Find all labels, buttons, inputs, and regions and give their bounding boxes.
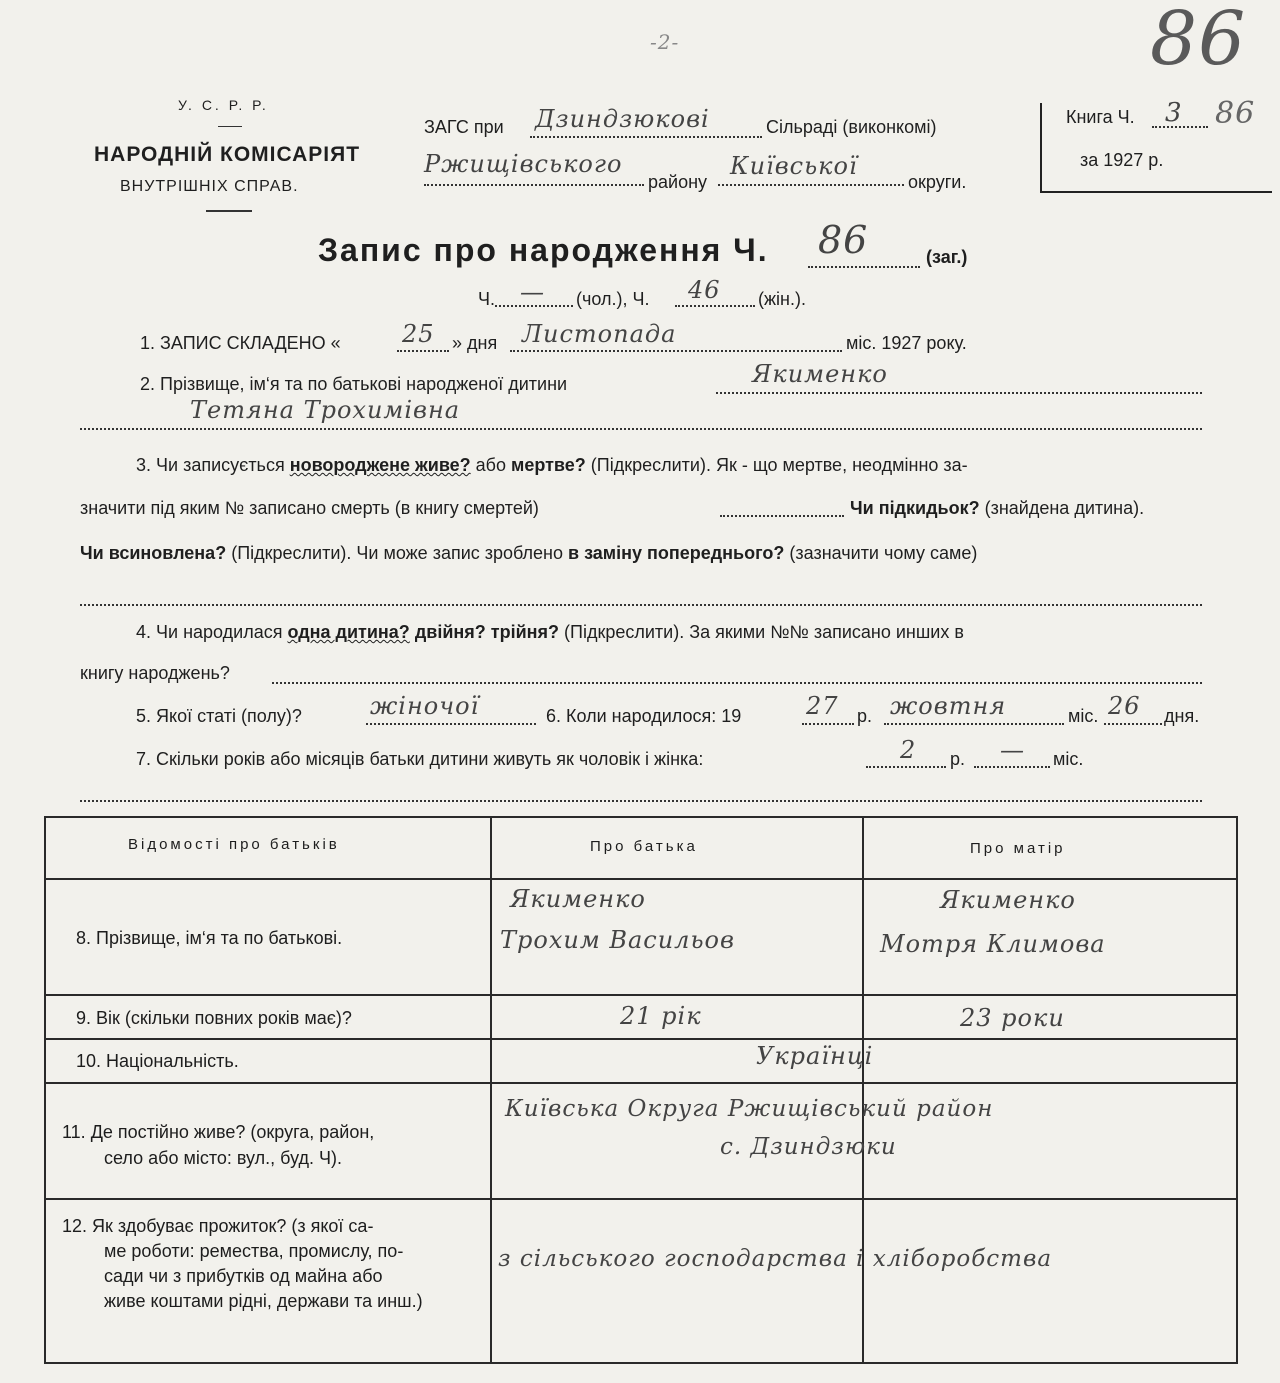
female-count: 46 [688, 276, 721, 304]
item3-line-2: значити під яким № записано смерть (в книгу смертей) [80, 498, 539, 518]
row8-label: 8. Прізвище, ім‘я та по батькові. [76, 928, 343, 948]
district-label: району [648, 172, 708, 192]
item7-months-line [974, 766, 1050, 768]
birth-month: жовтня [890, 692, 1007, 720]
row12-label-2: ме роботи: ремества, промислу, по- [104, 1241, 404, 1261]
item1-month-line [510, 350, 842, 352]
item1-day-line [397, 350, 449, 352]
item6-month-line [884, 723, 1064, 725]
row10-rule [44, 1082, 1238, 1084]
zags-prefix: ЗАГС при [424, 117, 504, 137]
item7-line-2 [80, 800, 1202, 802]
row9-rule [44, 1038, 1238, 1040]
item1-mid: » дня [452, 333, 498, 353]
row9-label: 9. Вік (скільки повних років має)? [76, 1008, 352, 1028]
item3-adopted: Чи всиновлена? [80, 543, 227, 563]
document-title: Запис про народження Ч. [318, 232, 769, 268]
item3-foundling-q: Чи підкидьок? [850, 498, 980, 518]
header-rule-1 [218, 126, 242, 127]
header-rule-2 [206, 210, 252, 212]
item2-label: 2. Прізвище, ім‘я та по батькові народженої дитини [140, 374, 568, 394]
mother-age: 23 роки [960, 1004, 1065, 1032]
row8-rule [44, 994, 1238, 996]
row11-label-1: 11. Де постійно живе? (округа, район, [62, 1122, 375, 1142]
item1-end: міс. 1927 року. [846, 333, 967, 353]
nationality: Українці [756, 1042, 874, 1070]
table-left-border [44, 816, 46, 1364]
marriage-months: — [1000, 736, 1025, 764]
table-col-divider-1 [490, 816, 492, 1364]
item6-month-suffix: міс. [1068, 706, 1099, 726]
col-header-father: Про батька [590, 838, 698, 855]
child-surname: Якименко [752, 360, 888, 388]
col-header-parents: Відомості про батьків [128, 836, 340, 853]
item1-day: 25 [402, 320, 435, 348]
zags-village: Дзиндзюкові [535, 105, 710, 133]
zags-suffix: Сільраді (виконкомі) [766, 117, 937, 137]
child-name: Тетяна Трохимівна [190, 396, 461, 424]
item6-day-suffix: дня. [1164, 706, 1200, 726]
ussr-label: У. С. Р. Р. [178, 97, 269, 113]
item7-years-suffix: р. [950, 749, 966, 769]
district-name: Ржищівського [424, 150, 623, 178]
table-col-divider-2 [862, 816, 864, 1364]
item3-death-line [720, 515, 844, 517]
book-number: 3 [1165, 98, 1183, 128]
table-bottom-border [44, 1362, 1238, 1364]
item6-year-line [802, 723, 854, 725]
corner-number: 86 [1150, 0, 1247, 82]
livelihood: з сільського господарства і хліборобства [498, 1246, 1053, 1272]
item3-foundling-note: (знайдена дитина). [984, 498, 1145, 518]
item3-dead: мертве? [511, 455, 586, 475]
item2-line-2 [80, 428, 1202, 430]
title-number-line [808, 266, 920, 268]
mother-surname: Якименко [940, 886, 1076, 914]
item7-months-suffix: міс. [1053, 749, 1084, 769]
row12-label-3: сади чи з прибутків од майна або [104, 1266, 383, 1286]
item4-triplets: трійня? [490, 622, 560, 642]
okrug-name: Київської [730, 152, 858, 180]
father-age: 21 рік [620, 1002, 702, 1030]
item4-one: одна дитина? [287, 622, 410, 642]
item3-replace: в заміну попереднього? [568, 543, 785, 563]
item4-line-2: книгу народжень? [80, 663, 230, 683]
male-count: — [520, 278, 545, 306]
department-name: ВНУТРІШНІХ СПРАВ. [120, 178, 299, 195]
item5-label: 5. Якої статі (полу)? [136, 706, 302, 726]
item3-line-3 [80, 543, 977, 564]
marriage-years: 2 [900, 736, 917, 764]
item4-answer-line [272, 682, 1202, 684]
item3-live: новороджене живе? [289, 455, 471, 475]
birth-day: 26 [1108, 692, 1141, 720]
item3-note: (Підкреслити). Як - що мертве, неодмінно за- [590, 455, 968, 475]
item2-line-1 [716, 392, 1202, 394]
female-line [675, 305, 755, 307]
row11-label-2: село або місто: вул., буд. Ч). [104, 1148, 342, 1168]
table-header-rule [44, 878, 1238, 880]
title-suffix: (заг.) [926, 247, 968, 267]
item4-line-1 [136, 622, 964, 643]
item6-label: 6. Коли народилося: 19 [546, 706, 742, 726]
item6-day-line [1104, 723, 1162, 725]
table-right-border [1236, 816, 1238, 1364]
okrug-line [718, 184, 904, 186]
father-name: Трохим Васильов [500, 926, 735, 954]
row12-label-4: живе коштами рідні, держави та инш.) [104, 1291, 423, 1311]
father-surname: Якименко [510, 885, 646, 913]
book-label: Книга Ч. [1066, 107, 1135, 127]
item5-line [366, 723, 536, 725]
item3-line-1 [136, 455, 968, 476]
item3-intro: 3. Чи записується [136, 455, 285, 475]
birth-year: 27 [806, 692, 839, 720]
residence-2: с. Дзиндзюки [720, 1134, 897, 1160]
item4-note: (Підкреслити). За якими №№ записано инших в [564, 622, 964, 642]
item3-record: (Підкреслити). Чи може запис зроблено [231, 543, 563, 563]
okrug-label: округи. [908, 172, 967, 192]
mother-name: Мотря Климова [880, 930, 1106, 958]
row12-label-1: 12. Як здобуває прожиток? (з якої са- [62, 1216, 374, 1236]
item7-years-line [866, 766, 946, 768]
title-number: 86 [818, 218, 869, 262]
book-number-extra: 86 [1215, 96, 1256, 131]
child-sex: жіночої [370, 692, 480, 720]
item1-month: Листопада [522, 320, 677, 348]
item4-intro: 4. Чи народилася [136, 622, 283, 642]
ministry-name: НАРОДНІЙ КОМІСАРІЯТ [94, 143, 361, 166]
item1-label: 1. ЗАПИС СКЛАДЕНО « [140, 333, 341, 353]
item3-or: або [475, 455, 507, 475]
row10-label: 10. Національність. [76, 1051, 239, 1071]
district-line [424, 184, 644, 186]
zags-line [530, 136, 762, 138]
book-year: за 1927 р. [1080, 150, 1164, 170]
col-header-mother: Про матір [970, 840, 1066, 857]
item3-line-4 [80, 604, 1202, 606]
male-label: (чол.), Ч. [576, 289, 650, 309]
female-label: (жін.). [758, 289, 806, 309]
residence-1: Київська Округа Ржищівський район [505, 1096, 994, 1122]
item3-why: (зазначити чому саме) [789, 543, 978, 563]
table-top-border [44, 816, 1238, 818]
top-mark: -2- [650, 30, 680, 54]
item7-label: 7. Скільки років або місяців батьки дитини живуть як чоловік і жінка: [136, 749, 704, 769]
row11-rule [44, 1198, 1238, 1200]
item6-year-suffix: р. [857, 706, 873, 726]
item3-foundling [850, 498, 1144, 519]
male-prefix: Ч. [478, 289, 495, 309]
item4-twins: двійня? [414, 622, 486, 642]
